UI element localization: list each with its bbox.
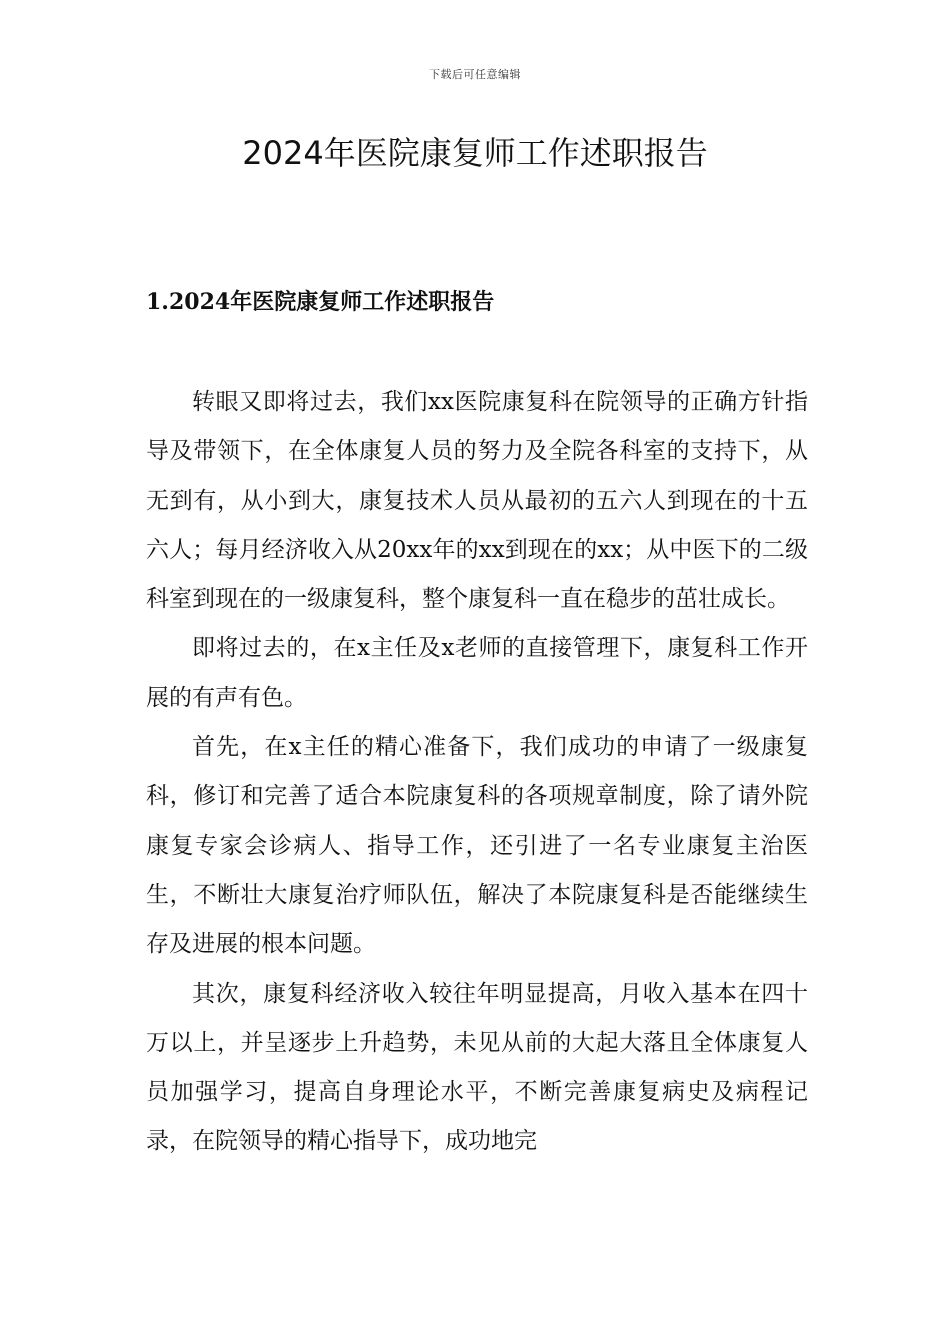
header-note: 下载后可任意编辑 [429,68,521,81]
paragraph: 首先，在x主任的精心准备下，我们成功的申请了一级康复科，修订和完善了适合本院康复科的各项规章制度，除了请外院康复专家会诊病人、指导工作，还引进了一名专业康复主治医生，不断壮大康复治疗师队伍，解决了本院康复科是否能继续生存及进展的根本问题。 [146,734,808,958]
paragraph: 即将过去的，在x主任及x老师的直接管理下，康复科工作开展的有声有色。 [146,635,808,711]
paragraph: 转眼又即将过去，我们xx医院康复科在院领导的正确方针指导及带领下，在全体康复人员的努力及全院各科室的支持下，从无到有，从小到大，康复技术人员从最初的五六人到现在的十五六人；每月经济收入从20xx年的xx到现在的xx；从中医下的二级科室到现在的一级康复科，整个康复科一直在稳步的茁壮成长。 [146,389,808,613]
section-heading: 1.2024年医院康复师工作述职报告 [146,289,495,315]
paragraph: 其次，康复科经济收入较往年明显提高，月收入基本在四十万以上，并呈逐步上升趋势，未见从前的大起大落且全体康复人员加强学习，提高自身理论水平，不断完善康复病史及病程记录，在院领导的精心指导下，成功地完 [146,980,808,1155]
document-body [146,378,808,1167]
document-title: 2024年医院康复师工作述职报告 [242,134,708,172]
